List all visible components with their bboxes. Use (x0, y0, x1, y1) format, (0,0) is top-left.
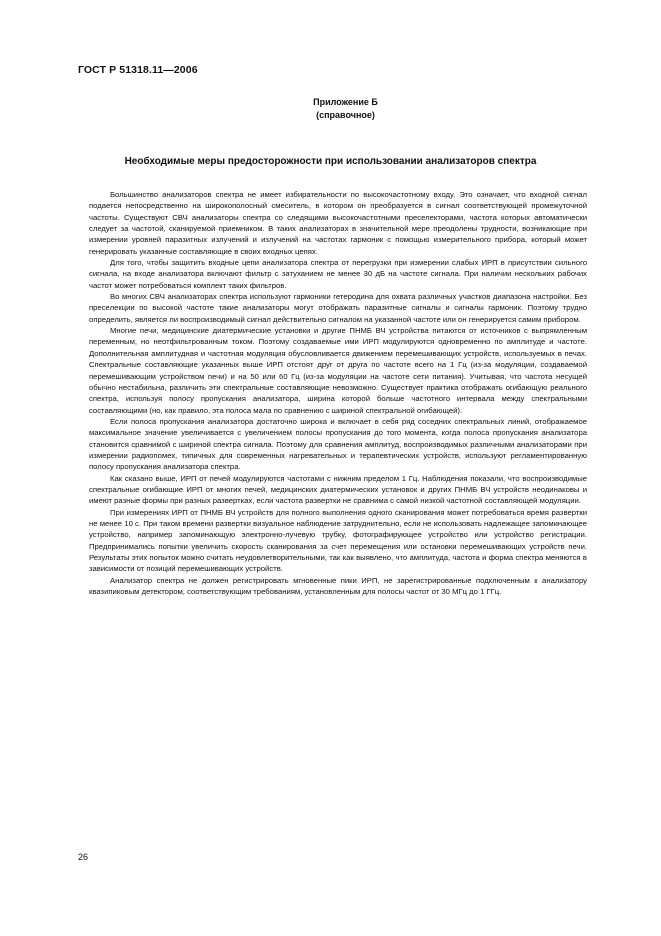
standard-header: ГОСТ Р 51318.11—2006 (78, 64, 198, 76)
paragraph: Многие печи, медицинские диатермические установки и другие ПНМБ ВЧ устройства питаются от источников с выпрямленным переменным, но неотфильтрованным током. Поэтому создаваемые ими ИРП модулируются одновременно по амплитуде и частоте. Дополнительная амплитудная и частотная модуляция обусловливается движением перемешивающих устройств, используемых в печах. Спектральные составляющие указанных выше ИРП отстоят друг от друга по частоте всего на 1 Гц (из-за модуляции, создаваемой перемешивающим устройством печи) и на 50 или 60 Гц (из-за модуляции на частоте сети питания). Учитывая, что частота несущей обычно нестабильна, различить эти спектральные составляющие невозможно. Существует практика отображать огибающую реального спектра, используя полосу пропускания анализатора, ширина которой больше частотного интервала между спектральными составляющими (но, как правило, эта полоса мала по сравнению с шириной спектральной огибающей). (89, 326, 587, 415)
paragraph: Для того, чтобы защитить входные цепи анализатора спектра от перегрузки при измерении слабых ИРП в присутствии сильного сигнала, на входе анализатора включают фильтр с затуханием не менее 30 дБ на частоте сигнала. При наличии нескольких рабочих частот может потребоваться комплект таких фильтров. (89, 258, 587, 290)
section-title: Необходимые меры предосторожности при использовании анализаторов спектра (124, 156, 537, 167)
page-number: 26 (78, 852, 89, 862)
paragraph: Большинство анализаторов спектра не имеет избирательности по высокочастотному входу. Это означает, что входной сигнал подается непосредственно на широкополосный смеситель, в котором он преобразуется в сигнал соответствующей промежуточной частоты. Существуют СВЧ анализаторы спектра со следящими высокочастотными преселекторами, частота которых автоматически следует за частотой, сканируемой приемником. В таких анализаторах в значительной мере преодолены трудности, возникающие при измерении уровней паразитных излучений и излучений на частотах гармоник с помощью измерительного прибора, который может генерировать указанные составляющие в своих входных цепях. (89, 190, 587, 256)
appendix-heading (0, 96, 661, 122)
paragraph: Анализатор спектра не должен регистрировать мгновенные пики ИРП, не зарегистрированные подключенным к анализатору квазипиковым детектором, соответствующим требованиям, установленным для полосы частот от 30 МГц до 1 ГГц. (89, 575, 587, 597)
paragraph: Во многих СВЧ анализаторах спектра используют гармоники гетеродина для охвата различных участков диапазона настройки. Без преселекции по высокой частоте такие анализаторы могут отображать паразитные сигналы и сигналы гармоник. Поэтому трудно определить, является ли воспроизводимый сигнал действительно сигналом на указанной частоте или он генерируется самим прибором. (89, 292, 587, 324)
body-text (89, 189, 587, 597)
paragraph: Как сказано выше, ИРП от печей модулируются частотами с нижним пределом 1 Гц. Наблюдения показали, что воспроизводимые спектральные огибающие ИРП от многих печей, медицинских диатермических установок и других ПНМБ ВЧ устройств неодинаковы и имеют разные формы при разных развертках, если частота развертки не сравнима с самой низкой частотной составляющей модуляции. (89, 473, 587, 506)
appendix-kind: (справочное) (316, 110, 375, 120)
paragraph: Если полоса пропускания анализатора достаточно широка и включает в себя ряд соседних спектральных линий, отображаемое максимальное значение увеличивается с увеличением полосы пропускания до того момента, когда полоса пропускания анализатора становится сравнимой с шириной спектра сигнала. Поэтому для сравнения амплитуд, воспроизводимых различными анализаторами при измерении радиопомех, типичных для современных нагревательных и терапевтических устройств, используют регламентированную полосу пропускания анализатора спектра. (89, 416, 587, 472)
paragraph: При измерениях ИРП от ПНМБ ВЧ устройств для полного выполнения одного сканирования может потребоваться время развертки не менее 10 с. При таком времени развертки визуальное наблюдение затруднительно, если не использовать надлежащее запоминающее устройство, например запоминающую электронно-лучевую трубку, фотографирующее устройство или устройство регистрации. Предпринимались попытки увеличить скорость сканирования за счет перемещения или остановки перемешивающих устройств печи. Результаты этих попыток можно считать неудовлетворительными, так как выявлено, что амплитуда, частота и форма спектра меняются в зависимости от позиций перемешивающих устройств. (89, 507, 587, 574)
appendix-label: Приложение Б (313, 97, 378, 107)
